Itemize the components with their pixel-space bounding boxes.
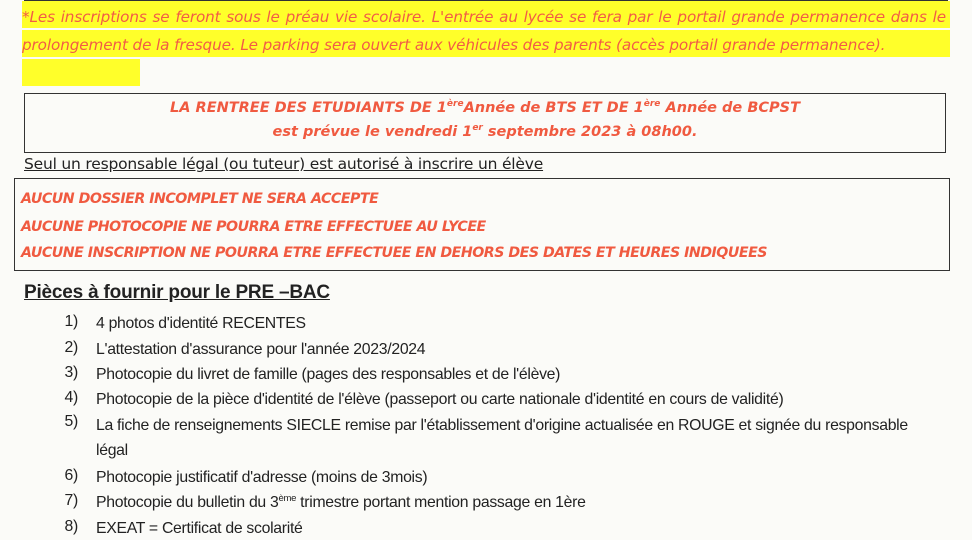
rentree-text: est prévue le vendredi 1 [272,124,473,140]
highlight-band [22,59,140,86]
item-text: 4 photos d'identité RECENTES [96,315,306,332]
superscript: ème [278,493,297,504]
rentree-text: LA RENTREE DES ETUDIANTS DE 1 [170,100,447,116]
item-number: 3) [64,364,78,381]
rentree-line-1 [25,100,945,116]
highlighted-notice [22,0,950,87]
superscript: ère [446,99,464,109]
item-text-part: trimestre portant mention passage en 1ère [296,494,586,511]
item-number: 7) [64,492,78,509]
warning-line: AUCUNE INSCRIPTION NE POURRA ETRE EFFECTUEE EN DEHORS DES DATES ET HEURES INDIQUEES [21,245,767,261]
rentree-line-2 [25,124,945,140]
superscript: ère [643,99,661,109]
item-text: Photocopie de la pièce d'identité de l'élève (passeport ou carte nationale d'identité en cours de validité) [96,391,784,408]
rentree-text: septembre 2023 à 08h00. [482,124,698,140]
item-text: EXEAT = Certificat de scolarité [96,520,303,537]
responsable-note: Seul un responsable légal (ou tuteur) est autorisé à inscrire un élève [24,155,544,173]
pieces-heading: Pièces à fournir pour le PRE –BAC [24,282,330,303]
item-text-part: Photocopie du bulletin du 3 [96,494,279,511]
warning-box [14,178,950,271]
item-number: 5) [64,413,78,430]
item-number: 6) [64,467,78,484]
item-text [96,492,916,513]
item-text: Photocopie du livret de famille (pages des responsables et de l'élève) [96,366,561,383]
superscript: er [472,123,483,133]
item-text: La fiche de renseignements SIECLE remise par l'établissement d'origine actualisée en ROUGE et signée du responsable légal [96,417,908,459]
item-number: 4) [64,389,78,406]
item-text: L'attestation d'assurance pour l'année 2023/2024 [96,341,426,358]
warning-line: AUCUNE PHOTOCOPIE NE POURRA ETRE EFFECTUEE AU LYCEE [21,219,486,235]
item-number: 2) [64,339,78,356]
item-number: 8) [64,518,78,535]
rentree-text: Année de BCPST [660,100,800,116]
rentree-text: Année de BTS ET DE 1 [463,100,644,116]
item-text: Photocopie justificatif d'adresse (moins de 3mois) [96,469,428,486]
item-number: 1) [64,313,78,330]
warning-line: AUCUN DOSSIER INCOMPLET NE SERA ACCEPTE [21,191,379,207]
rentree-box [24,93,946,153]
notice-text: *Les inscriptions se feront sous le préau vie scolaire. L'entrée au lycée se fera par le portail grande permanence dans le prolongement de la fresque. Le parking sera ouvert aux véhicules des parents (accès portail grande permanence). [22,8,946,54]
